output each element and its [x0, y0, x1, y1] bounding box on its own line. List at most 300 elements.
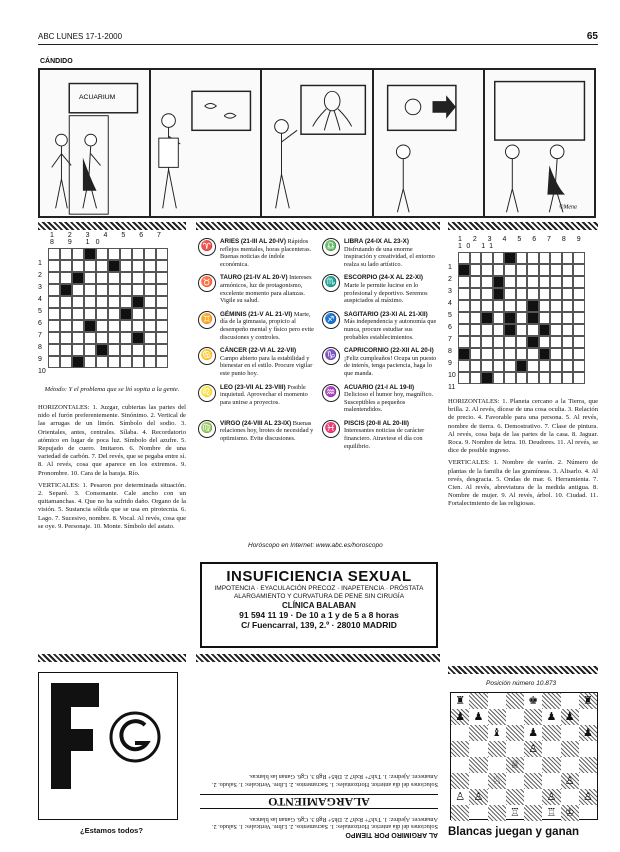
horoscope-sign	[322, 347, 438, 377]
crossword-cell	[132, 320, 144, 332]
crossword-cell	[156, 308, 168, 320]
crossword-cell	[60, 344, 72, 356]
chess-square	[561, 757, 579, 773]
crossword-cell	[156, 272, 168, 284]
crossword-cell	[573, 324, 585, 336]
zodiac-icon: ♋	[198, 347, 216, 365]
crossword-cell	[516, 372, 528, 384]
crossword-cell	[132, 272, 144, 284]
crossword-cell	[132, 248, 144, 260]
sign-text: Posible inquietud. Aprovechar el momento para unirse a proyectos.	[220, 383, 308, 406]
crossword-cell	[144, 356, 156, 368]
chess-square	[488, 805, 506, 821]
chess-square	[469, 741, 487, 757]
crossword-cell	[48, 284, 60, 296]
crossword-cell	[84, 296, 96, 308]
crossword-cell	[72, 356, 84, 368]
chess-piece: ♚	[528, 695, 539, 707]
chess-piece: ♟	[546, 711, 557, 723]
header-date: ABC LUNES 17-1-2000	[38, 32, 123, 41]
sign-text: Intereses armónicos, luz de protagonismo, excelente momento para alianzas. Vigile su salud.	[220, 274, 312, 305]
sign-name: LIBRA	[344, 238, 364, 245]
crossword-cell	[120, 308, 132, 320]
sign-name: ARIES	[220, 238, 240, 245]
crossword-cell	[516, 312, 528, 324]
crossword-cell	[96, 260, 108, 272]
zodiac-icon: ♑	[322, 347, 340, 365]
chess-square	[579, 805, 597, 821]
sign-text: Campo abierto para la estabilidad y bienestar en el estilo. Procure vigilar este punto hoy.	[220, 354, 313, 377]
chess-piece: ♜	[579, 693, 597, 709]
crossword-cell	[562, 252, 574, 264]
chess-square	[451, 725, 469, 741]
chess-piece: ♜	[455, 695, 466, 707]
letter-f-graphic	[39, 673, 175, 799]
crossword-cell	[84, 272, 96, 284]
crossword-cell	[108, 296, 120, 308]
crossword-cell	[539, 372, 551, 384]
crossword-cell	[573, 312, 585, 324]
crossword-cell	[516, 288, 528, 300]
crossword-cell	[550, 264, 562, 276]
crossword-cell	[562, 348, 574, 360]
crossword-cell	[84, 332, 96, 344]
crossword-cell	[516, 324, 528, 336]
crossword-cell	[527, 312, 539, 324]
horoscope-sign	[198, 274, 314, 304]
crossword-cell	[60, 296, 72, 308]
sign-name: ACUARIO	[344, 383, 374, 391]
crossword-cell	[539, 312, 551, 324]
crossword-cell	[84, 284, 96, 296]
zodiac-icon: ♍	[198, 420, 216, 438]
chess-square	[579, 757, 597, 773]
crossword-cell	[493, 312, 505, 324]
sign-name: CAPRICORNIO	[344, 347, 389, 355]
crossword-cell	[539, 348, 551, 360]
chess-square	[542, 693, 560, 709]
sign-name: ESCORPIO	[344, 274, 378, 282]
chess-square	[488, 757, 506, 773]
crossword-cell	[470, 336, 482, 348]
crossword-cell	[504, 372, 516, 384]
crossword-cell	[72, 248, 84, 260]
chess-square	[524, 805, 542, 821]
sign-dates: (24-IX AL 23-X)	[364, 238, 409, 245]
ad-clinic: CLÍNICA BALABAN	[282, 601, 356, 610]
crossword-cell	[144, 296, 156, 308]
crossword-cell	[96, 272, 108, 284]
zodiac-icon: ♓	[322, 420, 340, 438]
crossword-cell	[156, 260, 168, 272]
crossword-cell	[562, 324, 574, 336]
crossword-cell	[144, 284, 156, 296]
crossword-cell	[108, 248, 120, 260]
sign-dates: (23-VII AL 23-VIII)	[234, 383, 286, 391]
crossword-cell	[120, 332, 132, 344]
comic-panel-4	[374, 70, 485, 216]
horoscope-sign	[322, 274, 438, 304]
divider-stripe	[448, 222, 598, 230]
crossword-cell	[527, 324, 539, 336]
crossword-cell	[562, 336, 574, 348]
crossword-cell	[550, 336, 562, 348]
divider-stripe	[38, 654, 186, 662]
aquarium-sign: ACUARIUM	[79, 94, 116, 102]
crossword-cell	[539, 288, 551, 300]
crossword-cell	[84, 308, 96, 320]
sign-dates: (21-IV AL 20-V)	[243, 274, 288, 282]
crossword-cell	[48, 344, 60, 356]
chess-piece: ♕	[506, 757, 524, 773]
chess-square	[506, 773, 524, 789]
crossword-cell	[527, 360, 539, 372]
chess-square	[542, 725, 560, 741]
crossword-cell	[481, 252, 493, 264]
crossword-cell	[516, 276, 528, 288]
crossword-cell	[516, 360, 528, 372]
crossword-cell	[144, 272, 156, 284]
crossword-cell	[550, 324, 562, 336]
crossword-cell	[481, 336, 493, 348]
crossword-cell	[562, 288, 574, 300]
crossword-left-columns: 1 2 3 4 5 6 7 8 9 10	[50, 232, 167, 246]
crossword-cell	[573, 372, 585, 384]
comic-panel-3	[262, 70, 373, 216]
box-caption: ¿Estamos todos?	[80, 826, 143, 835]
ad-line-1: IMPOTENCIA · EYACULACIÓN PRECOZ · INAPETENCIA · PRÓSTATA	[214, 585, 424, 592]
crossword-cell	[132, 308, 144, 320]
crossword-cell	[120, 284, 132, 296]
chess-square	[469, 757, 487, 773]
crossword-cell	[493, 336, 505, 348]
zodiac-icon: ♌	[198, 384, 216, 402]
sign-text: Marte, día de la gimnasia, propicio al desempeño mental y físico pero evite discusiones y controles.	[220, 310, 314, 341]
crossword-cell	[550, 252, 562, 264]
upside-heading: AL ARGIMIRO POR TIEMPO	[345, 831, 438, 838]
chess-square	[561, 725, 579, 741]
crossword-cell	[562, 312, 574, 324]
crossword-cell	[550, 288, 562, 300]
horoscope-sign	[198, 238, 314, 268]
crossword-cell	[516, 300, 528, 312]
crossword-cell	[539, 276, 551, 288]
chess-square	[469, 693, 487, 709]
crossword-cell	[120, 356, 132, 368]
crossword-cell	[458, 372, 470, 384]
crossword-cell	[60, 356, 72, 368]
crossword-right-clues	[448, 398, 598, 509]
horoscope-sign	[198, 347, 314, 377]
crossword-cell	[458, 312, 470, 324]
crossword-cell	[573, 360, 585, 372]
chess-square	[524, 773, 542, 789]
horoscope-sign	[322, 311, 438, 341]
crossword-cell	[504, 300, 516, 312]
chess-piece: ♟	[473, 711, 484, 723]
crossword-cell	[470, 372, 482, 384]
crossword-cell	[470, 360, 482, 372]
crossword-cell	[550, 300, 562, 312]
crossword-cell	[72, 296, 84, 308]
sign-dates: (21-V AL 21-VI)	[248, 310, 293, 318]
chess-square	[561, 693, 579, 709]
sign-dates: (24-X AL 22-XI)	[378, 274, 423, 282]
crossword-cell	[539, 264, 551, 276]
crossword-cell	[539, 252, 551, 264]
crossword-cell	[60, 284, 72, 296]
sign-text: Buenas relaciones hoy, brotes de necesidad y optimismo. Evite discusiones.	[220, 419, 314, 443]
chess-square	[542, 741, 560, 757]
crossword-cell	[48, 356, 60, 368]
crossword-cell	[156, 248, 168, 260]
crossword-cell	[132, 284, 144, 296]
clinic-ad	[200, 562, 438, 648]
crossword-left	[38, 232, 178, 375]
divider-stripe	[196, 654, 440, 662]
sign-dates: (21-I AL 19-II)	[374, 383, 415, 391]
zodiac-icon: ♊	[198, 311, 216, 329]
chess-square	[488, 741, 506, 757]
crossword-cell	[48, 320, 60, 332]
crossword-cell	[504, 288, 516, 300]
crossword-cell	[156, 284, 168, 296]
sign-text: Más independencia y autonomía que nunca, procure estudiar sus probables establecimientos.	[344, 318, 437, 341]
crossword-cell	[120, 296, 132, 308]
crossword-cell	[504, 336, 516, 348]
crossword-cell	[458, 264, 470, 276]
puzzle-box	[38, 672, 178, 820]
chess-piece: ♖	[546, 807, 557, 819]
crossword-cell	[573, 336, 585, 348]
crossword-cell	[96, 248, 108, 260]
sign-text: Marte le permite lucirse en lo profesional y deportivo. Seremos auspiciados al máximo.	[344, 281, 428, 305]
crossword-cell	[458, 276, 470, 288]
crossword-cell	[527, 252, 539, 264]
crossword-cell	[470, 288, 482, 300]
crossword-cell	[108, 344, 120, 356]
crossword-cell	[516, 336, 528, 348]
crossword-cell	[144, 248, 156, 260]
crossword-cell	[458, 360, 470, 372]
chess-square	[488, 709, 506, 725]
chess-board	[450, 692, 598, 820]
crossword-cell	[84, 344, 96, 356]
sign-name: SAGITARIO	[344, 310, 379, 318]
crossword-cell	[493, 360, 505, 372]
sign-text: Rápidos reflejos mentales, horas placenteras. Buenas noticias de índole económica.	[220, 238, 312, 268]
crossword-cell	[573, 276, 585, 288]
chess-piece: ♟	[561, 709, 579, 725]
horoscope-sign	[198, 384, 314, 414]
chess-square	[524, 709, 542, 725]
verticales-right: VERTICALES: 1. Nombre de varón. 2. Número de plantas de la familia de las gramíneas. 3. Alisarlo. 4. Al revés, desgracia. 5. Ondas de mar. 6. Herramienta. 7. Cien. Al revés, abreviatura de la medida antigua. 8. Nombre de mujer. 9. Al revés, árbol. 10. Ciudad. 11. Fortalecimiento de las religiosas.	[448, 459, 598, 508]
chess-square	[542, 773, 560, 789]
horoscope-sign	[322, 420, 438, 450]
crossword-cell	[562, 372, 574, 384]
crossword-cell	[96, 284, 108, 296]
chess-title: Blancas juegan y ganan	[448, 826, 580, 838]
sign-dates: (24-VIII AL 23-IX)	[241, 419, 292, 427]
crossword-cell	[96, 308, 108, 320]
chess-square	[524, 789, 542, 805]
chess-piece: ♙	[524, 741, 542, 757]
crossword-cell	[72, 272, 84, 284]
horoscope	[198, 238, 438, 450]
crossword-cell	[527, 348, 539, 360]
chess-square	[451, 757, 469, 773]
crossword-cell	[481, 372, 493, 384]
crossword-cell	[72, 284, 84, 296]
sign-dates: (22-VI AL 22-VII)	[248, 347, 297, 355]
comic-panel-5	[485, 70, 594, 216]
chess-square	[469, 805, 487, 821]
zodiac-icon: ♎	[322, 238, 340, 256]
crossword-cell	[470, 276, 482, 288]
crossword-cell	[48, 308, 60, 320]
crossword-cell	[132, 332, 144, 344]
chess-square	[561, 789, 579, 805]
crossword-left-rows: 1 2 3 4 5 6 7 8 9 10	[38, 260, 46, 375]
crossword-cell	[527, 372, 539, 384]
chess-square	[506, 693, 524, 709]
crossword-cell	[156, 344, 168, 356]
crossword-cell	[516, 264, 528, 276]
sign-name: PISCIS	[344, 419, 365, 427]
crossword-cell	[562, 264, 574, 276]
crossword-cell	[504, 324, 516, 336]
crossword-cell	[108, 356, 120, 368]
crossword-cell	[493, 288, 505, 300]
crossword-cell	[96, 356, 108, 368]
zodiac-icon: ♐	[322, 311, 340, 329]
crossword-cell	[493, 372, 505, 384]
crossword-cell	[60, 308, 72, 320]
crossword-cell	[481, 312, 493, 324]
chess-piece: ♝	[491, 727, 502, 739]
crossword-cell	[120, 320, 132, 332]
chess-piece: ♘	[488, 773, 506, 789]
ad-phone: 91 594 11 19 · De 10 a 1 y de 5 a 8 horas	[239, 610, 399, 620]
chess-square	[506, 741, 524, 757]
chess-piece: ♔	[561, 805, 579, 821]
crossword-cell	[48, 248, 60, 260]
sign-name: LEO	[220, 383, 233, 391]
sign-dates: (22-XII AL 20-I)	[390, 347, 434, 355]
crossword-cell	[60, 260, 72, 272]
zodiac-icon: ♈	[198, 238, 216, 256]
chess-square	[506, 709, 524, 725]
chess-square	[579, 709, 597, 725]
crossword-cell	[156, 296, 168, 308]
crossword-cell	[562, 276, 574, 288]
crossword-cell	[132, 356, 144, 368]
zodiac-icon: ♒	[322, 384, 340, 402]
crossword-cell	[48, 332, 60, 344]
crossword-cell	[72, 320, 84, 332]
crossword-cell	[60, 332, 72, 344]
crossword-right-grid	[458, 252, 598, 384]
crossword-cell	[458, 348, 470, 360]
chess-piece: ♙	[579, 789, 597, 805]
sign-name: TAURO	[220, 274, 242, 282]
crossword-cell	[132, 344, 144, 356]
crossword-cell	[120, 272, 132, 284]
comic-panel-1	[40, 70, 151, 216]
crossword-left-clues	[38, 404, 186, 531]
crossword-cell	[84, 248, 96, 260]
page-number: 65	[586, 31, 598, 42]
crossword-cell	[458, 288, 470, 300]
crossword-cell	[470, 348, 482, 360]
crossword-left-grid	[48, 248, 178, 368]
crossword-cell	[481, 288, 493, 300]
horoscope-sign	[198, 420, 314, 450]
crossword-cell	[96, 320, 108, 332]
crossword-cell	[144, 332, 156, 344]
crossword-cell	[84, 320, 96, 332]
sign-dates: (20-II AL 20-III)	[366, 419, 409, 427]
crossword-cell	[108, 272, 120, 284]
crossword-cell	[96, 332, 108, 344]
crossword-cell	[470, 312, 482, 324]
crossword-cell	[527, 264, 539, 276]
crossword-cell	[470, 300, 482, 312]
chess-square	[524, 757, 542, 773]
crossword-cell	[144, 308, 156, 320]
crossword-left-caption: Método: Y el problema que se lió sopita a la gente.	[44, 386, 180, 393]
divider-stripe	[38, 222, 186, 230]
crossword-cell	[527, 276, 539, 288]
crossword-cell	[550, 360, 562, 372]
zodiac-icon: ♉	[198, 274, 216, 292]
horoscope-sign	[322, 238, 438, 268]
comic-panel-1-art	[40, 70, 149, 216]
crossword-cell	[504, 312, 516, 324]
horizontales-left: HORIZONTALES: 1. Juzgar, cubiertas las partes del nido el furón preferentemente. Sinónimo. 2. Vertical de las arrugas de un limón. Símbolo del sodio. 3. Orientales, antes, centrales. Sílaba. 4. Recordatorio atómico en lugar de poca luz. Símbolo del azufre. 5. Repujado de cuero. Imitaron. 6. Nombre de una variedad de carbón. 7. Del revés, que se pegaba entre sí. 8. Al revés, cosa que aparece en los extremos. 9. Pronombre. 10. Cara de la baraja. Río.	[38, 404, 186, 477]
comic-label: CÁNDIDO	[40, 58, 73, 65]
chess-square	[488, 693, 506, 709]
chess-square	[469, 725, 487, 741]
crossword-cell	[539, 324, 551, 336]
upside-mid: ALARGAMIENTO	[200, 794, 438, 810]
chess-square	[561, 741, 579, 757]
crossword-cell	[48, 272, 60, 284]
sign-name: GÉMINIS	[220, 310, 247, 318]
crossword-cell	[527, 288, 539, 300]
crossword-cell	[481, 324, 493, 336]
crossword-cell	[470, 324, 482, 336]
crossword-cell	[132, 260, 144, 272]
crossword-cell	[573, 288, 585, 300]
chess-piece: ♟	[451, 709, 469, 725]
crossword-cell	[108, 332, 120, 344]
crossword-cell	[96, 296, 108, 308]
sign-text: Delicioso el humor hoy, magnífico. Susceptibles a pequeños malentendidos.	[344, 391, 434, 414]
crossword-cell	[144, 344, 156, 356]
crossword-cell	[72, 308, 84, 320]
crossword-cell	[458, 300, 470, 312]
crossword-cell	[504, 348, 516, 360]
crossword-right-rows: 1 2 3 4 5 6 7 8 9 10 11	[448, 264, 456, 391]
sign-text: Interesantes noticias de carácter financiero. Atraviese el día con equilibrio.	[344, 427, 425, 450]
crossword-cell	[120, 344, 132, 356]
crossword-cell	[470, 264, 482, 276]
crossword-cell	[108, 284, 120, 296]
chess-square	[506, 789, 524, 805]
verticales-left: VERTICALES: 1. Pesaron por determinada situación. 2. Separé. 3. Consonante. Cale ancho con un quitamanchas. 4. Que no ha sufrido daño. Organo de la visión. 5. Sustancia sólida que se usa en pirotecnia. 6. Lago. 7. Sucesivo, nombre. 8. Vocal. Al revés, cosa que se oye. 9. Personaje. 10. Monte. Símbolo del astato.	[38, 481, 186, 530]
crossword-cell	[481, 264, 493, 276]
